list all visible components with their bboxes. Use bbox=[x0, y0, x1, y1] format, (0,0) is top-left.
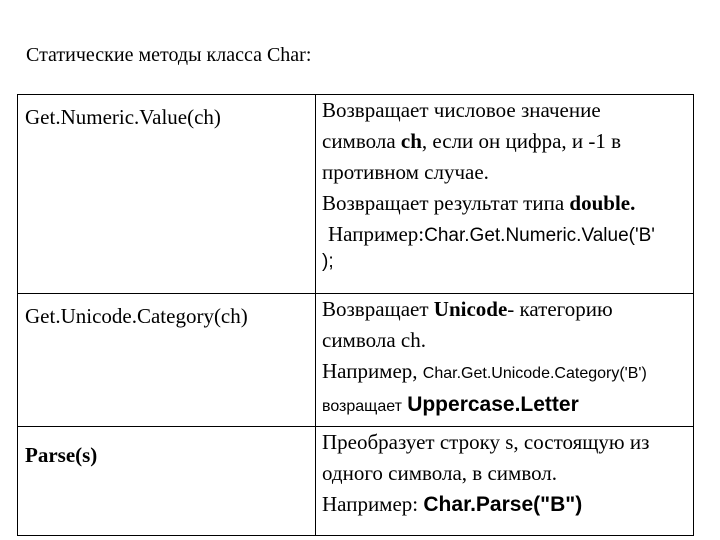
description-line bbox=[322, 489, 687, 520]
description-code: double. bbox=[569, 191, 636, 215]
description-line: ); bbox=[322, 251, 334, 272]
example-code: Char.Get.Unicode.Category('B') bbox=[422, 365, 647, 382]
methods-table bbox=[17, 94, 694, 536]
description-line bbox=[322, 356, 687, 389]
method-name-cell bbox=[18, 427, 316, 536]
description-line bbox=[322, 126, 687, 157]
description-line: Возвращает числовое значение bbox=[322, 98, 601, 122]
example-code: Uppercase.Letter bbox=[407, 393, 579, 416]
table-row bbox=[18, 294, 694, 427]
description-line: одного символа, в символ. bbox=[322, 461, 558, 485]
method-name: Get.Numeric.Value(ch) bbox=[25, 105, 221, 129]
description-line bbox=[322, 188, 687, 219]
description-text: возращает bbox=[322, 398, 402, 415]
page-title: Статические методы класса Char: bbox=[26, 44, 312, 66]
description-text: - категорию bbox=[507, 297, 613, 321]
description-text: Например: bbox=[328, 222, 425, 246]
method-description-cell bbox=[316, 294, 694, 427]
description-line: Преобразует строку s, состоящую из bbox=[322, 430, 650, 454]
description-text: Возвращает bbox=[322, 297, 434, 321]
description-code: Unicode bbox=[433, 297, 508, 321]
description-line: противном случае. bbox=[322, 160, 489, 184]
table-row bbox=[18, 427, 694, 536]
method-description-cell bbox=[316, 95, 694, 294]
description-line bbox=[322, 294, 687, 325]
description-text: Например: bbox=[322, 492, 424, 516]
method-name: Parse(s) bbox=[25, 443, 98, 467]
description-text: Например, bbox=[322, 359, 423, 383]
description-text: Возвращает результат типа bbox=[322, 191, 570, 215]
method-name: Get.Unicode.Category(ch) bbox=[25, 304, 248, 328]
description-line: символа ch. bbox=[322, 328, 426, 352]
description-line bbox=[322, 219, 687, 251]
method-name-cell bbox=[18, 95, 316, 294]
description-line bbox=[322, 389, 687, 422]
description-text: , если он цифра, и -1 в bbox=[421, 129, 622, 153]
method-description-cell bbox=[316, 427, 694, 536]
example-code: Char.Parse("B") bbox=[423, 493, 583, 516]
description-text: символа bbox=[322, 129, 401, 153]
example-code: Char.Get.Numeric.Value('B' bbox=[424, 225, 655, 246]
table-row bbox=[18, 95, 694, 294]
description-code: ch bbox=[400, 129, 422, 153]
method-name-cell bbox=[18, 294, 316, 427]
